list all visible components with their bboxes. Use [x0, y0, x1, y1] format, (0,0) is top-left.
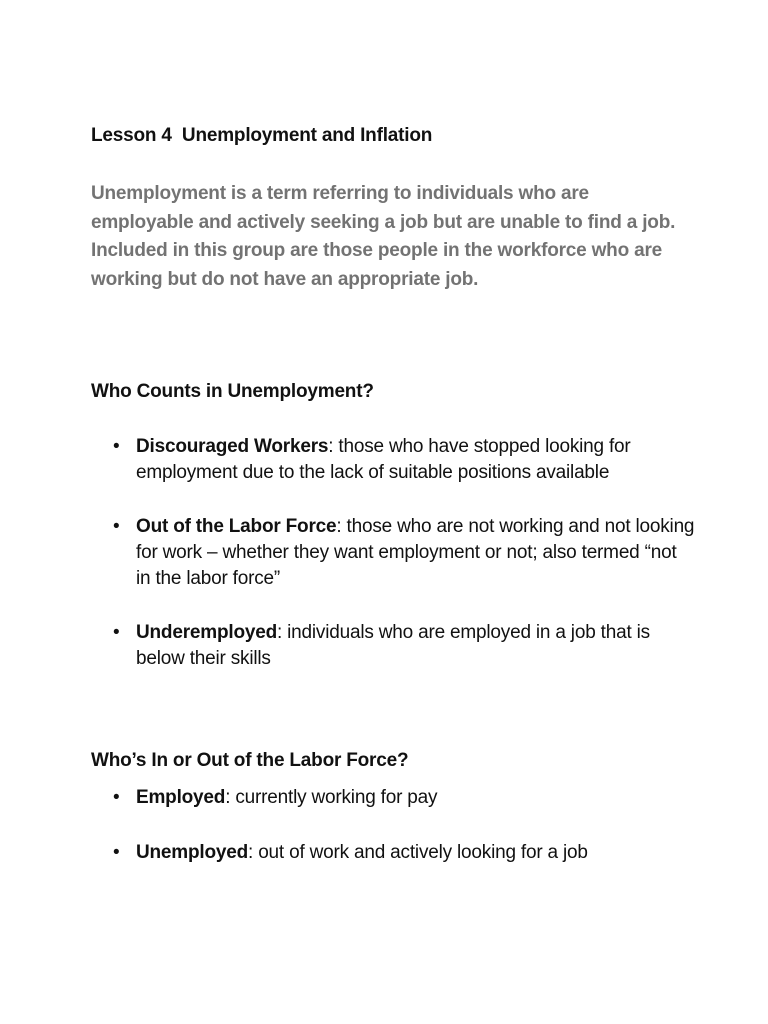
term-label: Underemployed: [136, 622, 277, 643]
definition-text: : those who have stopped looking for employment due to the lack of suitable positions available: [136, 436, 631, 483]
bullet-icon: •: [113, 842, 120, 863]
definition-text: : individuals who are employed in a job that is below their skills: [136, 622, 650, 669]
section-heading-who-counts: Who Counts in Unemployment?: [91, 381, 374, 402]
lesson-title: Lesson 4 Unemployment and Inflation: [91, 125, 433, 146]
definition-text: : those who are not working and not looking for work – whether they want employment or not; also termed “not in the labor force”: [136, 516, 695, 589]
term-label: Unemployed: [136, 842, 249, 863]
bullet-icon: •: [113, 516, 120, 537]
term-label: Out of the Labor Force: [136, 516, 337, 537]
definition-text: : out of work and actively looking for a job: [248, 842, 588, 863]
unemployment-categories-list: [0, 434, 696, 700]
bullet-icon: •: [113, 436, 120, 457]
list-item-underemployed: [0, 620, 696, 672]
definition-text: : currently working for pay: [225, 787, 438, 808]
list-item-out-of-labor-force: [0, 514, 696, 592]
list-item-employed: [0, 785, 696, 811]
list-item-discouraged-workers: [0, 434, 696, 486]
term-label: Discouraged Workers: [136, 436, 329, 457]
list-item-unemployed: [0, 840, 696, 866]
section-heading-labor-force: Who’s In or Out of the Labor Force?: [91, 750, 409, 771]
bullet-icon: •: [113, 622, 120, 643]
intro-paragraph: Unemployment is a term referring to individuals who are employable and actively seeking a job but are unable to find a job. Included in this group are those people in the workforce who are working but do not have an appropriate job.: [91, 183, 676, 290]
labor-force-list: [0, 785, 696, 895]
bullet-icon: •: [113, 787, 120, 808]
term-label: Employed: [136, 787, 226, 808]
